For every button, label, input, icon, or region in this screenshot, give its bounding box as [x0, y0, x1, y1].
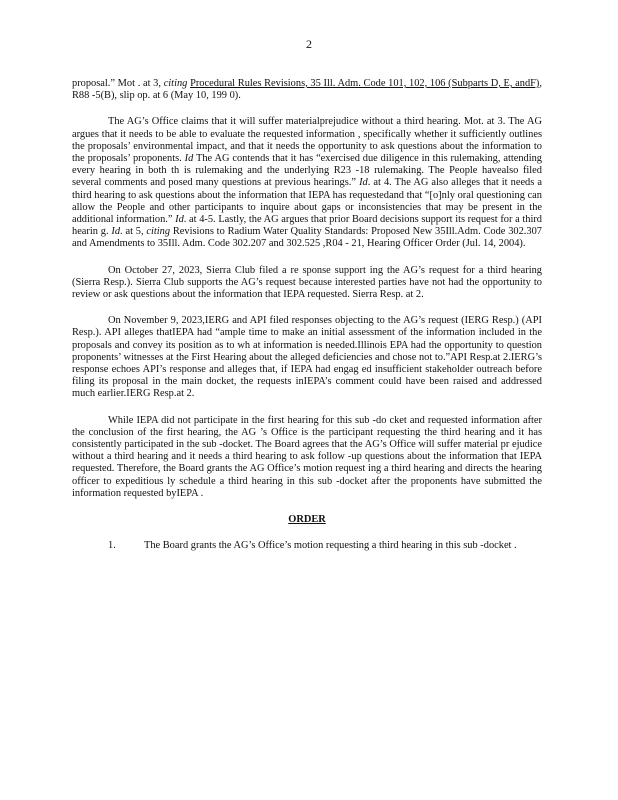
- text: proposal.” Mot . at 3,: [72, 78, 161, 89]
- order-item: [72, 540, 542, 552]
- page-number: 2: [306, 37, 312, 51]
- citation-signal: citing: [163, 78, 188, 89]
- text: , R88 -5(B), slip op. at 6 (May 10, 199 0).: [72, 78, 542, 102]
- text: The AG’s Office claims that it will suffer materialprejudice without a third hearing. Mot. at 3. The AG argues that it needs to be able to evaluate the requested information , specifically whether it sufficiently outlines the proposals’ environmental impact, and that it needs the opportunity to ask questions about the information to the proposals’ proponents.: [72, 116, 542, 165]
- text: The AG contends that it has “exercised due diligence in this rulemaking, attending every hearing in both th is rulemaking and the underlying R23 -18 rulemaking. The People havealso filed several comments and posed many questions at previous hearings.”: [72, 153, 542, 189]
- text: Revisions to Radium Water Quality Standards: Proposed New 35Ill.Adm. Code 302.307 and Amendments to 35Ill. Adm. Code 302.207 and 302.525 ,R04 - 21, Hearing Officer Order (Jul. 14, 2004).: [72, 226, 542, 250]
- paragraph-sierra-club: On October 27, 2023, Sierra Club filed a re sponse support ing the AG’s request for a third hearing (Sierra Resp.). Sierra Club supports the AG’s request because interested parties have not had the opportunity to review or ask questions about the information that IEPA requested. Sierra Resp. at 2.: [72, 264, 542, 301]
- id-citation: Id: [175, 214, 184, 226]
- order-heading: ORDER: [288, 514, 326, 526]
- order-item-number: 1.: [108, 540, 116, 552]
- case-citation: Procedural Rules Revisions, 35 Ill. Adm. Code 101, 102, 106 (Subparts D, E, andF): [190, 78, 540, 89]
- order-item-text: The Board grants the AG’s Office’s motion requesting a third hearing in this sub -docket .: [144, 540, 517, 552]
- id-citation: Id: [184, 153, 194, 165]
- text: . at 4-5. Lastly, the AG argues that prior Board decisions support its request for a third hearin g.: [72, 214, 543, 238]
- id-citation: Id: [111, 226, 121, 238]
- text: . at 4. The AG also alleges that it needs a third hearing to ask questions about the information that IEPA has requestedand that “[o]nly oral questioning can allow the People and other participants to inquire about gaps or inconsistencies that may be present in the additional information.”: [72, 177, 542, 226]
- paragraph-board-decision: While IEPA did not participate in the first hearing for this sub -do cket and requested information after the conclusion of the first hearing, the AG ’s Office is the participant requesting the third hearing and it has consistently participated in the sub -docket. The Board agrees that the AG’s Office will suffer material pr ejudice without a third hearing and it needs a third hearing to ask follow -up questions about the information that IEPA requested. Therefore, the Board grants the AG Office’s motion request ing a third hearing and directs the hearing officer to expeditious ly schedule a third hearing in this sub -docket after the proponents have submitted the information requested byIEPA .: [72, 414, 542, 499]
- paragraph-ag-claims: [72, 116, 542, 250]
- document-body: [72, 78, 542, 553]
- id-citation: Id: [359, 177, 368, 189]
- paragraph-citation: [72, 78, 542, 102]
- paragraph-ierg-api: On November 9, 2023,IERG and API filed responses objecting to the AG’s request (IERG Resp.) (API Resp.). API alleges thatIEPA had “ample time to make an initial assessment of the information included in the proposals and convey its position as to wh at information is needed.Illinois EPA had the opportunity to question proponents’ witnesses at the First Hearing about the alleged deficiencies and chose not to.”API Resp.at 2.IERG’s response echoes API’s response and alleges that, if IEPA had engag ed insufficient stakeholder outreach before filing its proposal in the main docket, the requests inIEPA’s comment could have been raised and addressed much earlier.IERG Resp.at 2.: [72, 315, 542, 400]
- citation-signal: citing: [146, 226, 171, 238]
- text: . at 5,: [120, 226, 147, 238]
